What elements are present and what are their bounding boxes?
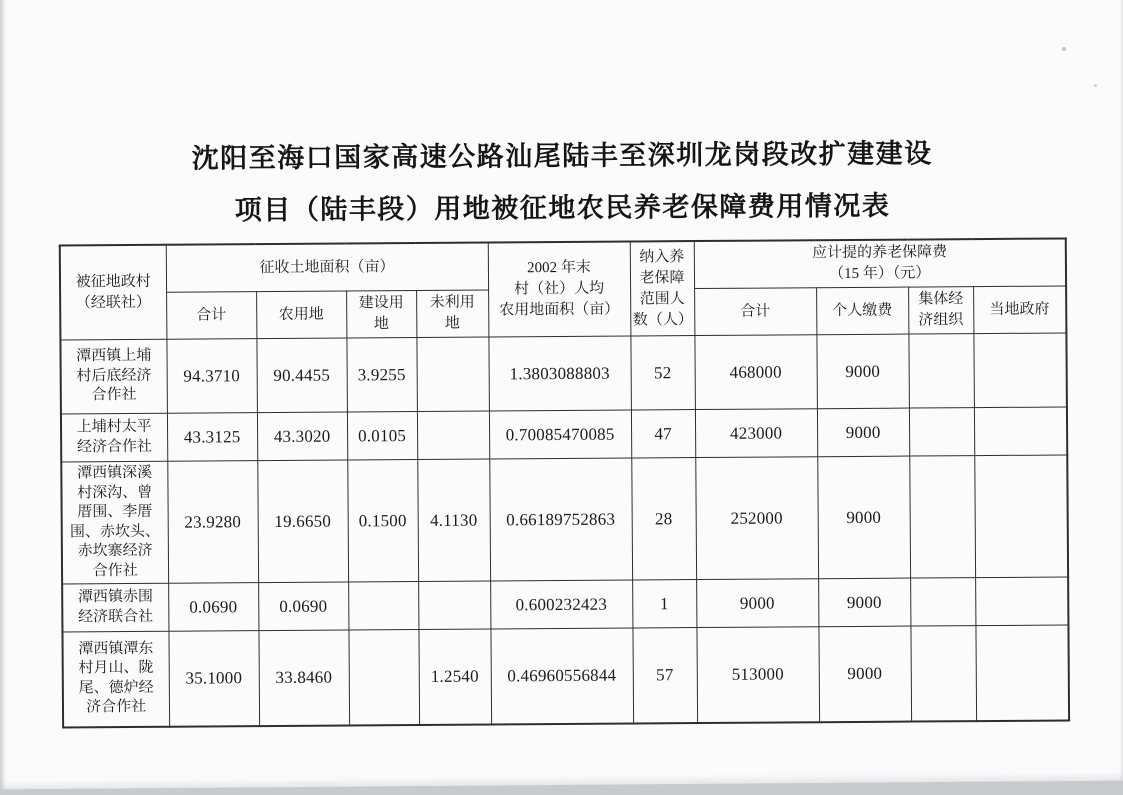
- cell-land-construction: 3.9255: [346, 338, 417, 412]
- cell-pension-count: 52: [630, 336, 695, 410]
- cell-village: 潭西镇深溪 村深沟、曾 厝围、李厝 围、赤坎头、 赤坎寨经济 合作社: [61, 461, 168, 584]
- cell-village: 上埔村太平 经济合作社: [61, 413, 167, 462]
- cell-fee-collective: [910, 626, 976, 721]
- cell-land-unused: [417, 411, 489, 460]
- cell-fee-collective: [910, 578, 975, 626]
- header-fee-total: 合计: [694, 288, 816, 336]
- header-fee-collective: 集体经 济组织: [908, 287, 973, 334]
- header-land-construction: 建设用 地: [346, 291, 416, 338]
- cell-land-total: 94.3710: [166, 339, 257, 414]
- table-row: [61, 455, 1068, 584]
- header-land-unused: 未利用 地: [416, 290, 488, 338]
- document-title: [58, 126, 1067, 237]
- table-row: [61, 407, 1067, 462]
- cell-per-capita: 0.66189752863: [489, 458, 632, 581]
- scan-edge-left: [0, 0, 6, 795]
- cell-village: 潭西镇潭东 村月山、陇 尾、德炉经 济合作社: [62, 631, 169, 727]
- cell-land-agricultural: 90.4455: [256, 338, 347, 413]
- cell-land-total: 43.3125: [167, 413, 257, 462]
- cell-fee-personal: 9000: [818, 626, 911, 722]
- header-per-capita-farmland: 2002 年末 村（社）人均 农用地面积（亩）: [488, 242, 631, 337]
- header-land-area-group: 征收土地面积（亩）: [166, 242, 488, 292]
- cell-land-total: 23.9280: [167, 461, 258, 584]
- cell-land-total: 0.0690: [168, 583, 258, 632]
- header-row-group: [60, 238, 1066, 293]
- cell-fee-government: [973, 333, 1067, 408]
- cell-village: 潭西镇上埔 村后底经济 合作社: [60, 339, 167, 414]
- cell-fee-collective: [909, 456, 975, 578]
- cell-fee-total: 252000: [695, 457, 818, 580]
- cell-land-unused: 1.2540: [418, 629, 491, 725]
- cell-fee-personal: 9000: [816, 334, 909, 409]
- table-row: [62, 577, 1068, 632]
- header-pension-count: 纳入养 老保障 范围人 数（人）: [630, 241, 695, 336]
- scan-speck: [1062, 47, 1066, 51]
- cell-land-total: 35.1000: [168, 631, 259, 727]
- cell-pension-count: 47: [631, 410, 695, 458]
- cell-per-capita: 1.3803088803: [488, 336, 631, 411]
- document-content: [57, 0, 1070, 728]
- header-land-total: 合计: [166, 292, 256, 340]
- cell-fee-total: 468000: [694, 335, 817, 410]
- header-land-agricultural: 农用地: [256, 291, 346, 339]
- cell-land-construction: [348, 581, 418, 629]
- cell-land-agricultural: 33.8460: [258, 630, 349, 726]
- cell-land-agricultural: 19.6650: [257, 460, 348, 583]
- table-row: [60, 333, 1067, 414]
- cell-fee-government: [974, 407, 1067, 456]
- cell-land-construction: 0.1500: [347, 459, 418, 581]
- cell-fee-government: [974, 455, 1068, 578]
- cell-per-capita: 0.600232423: [490, 580, 632, 629]
- scan-edge-bottom: [0, 781, 1123, 795]
- cell-fee-total: 513000: [696, 627, 819, 723]
- scan-speck: [1094, 84, 1097, 87]
- document-title-line1: 沈阳至海口国家高速公路汕尾陆丰至深圳龙岗段改扩建建设: [191, 138, 933, 174]
- cell-fee-personal: 9000: [818, 578, 910, 627]
- cell-land-unused: 4.1130: [417, 459, 490, 581]
- header-fee-government: 当地政府: [973, 286, 1066, 334]
- cell-fee-total: 423000: [695, 409, 817, 458]
- cell-land-construction: [348, 629, 419, 724]
- header-village: 被征地政村 （经联社）: [60, 245, 167, 340]
- cell-per-capita: 0.70085470085: [489, 410, 631, 459]
- table-row: [62, 625, 1069, 727]
- cell-land-unused: [418, 581, 490, 630]
- scan-edge-right: [1119, 0, 1123, 795]
- cell-fee-personal: 9000: [817, 456, 910, 579]
- cell-fee-collective: [908, 334, 974, 408]
- cell-pension-count: 57: [632, 628, 697, 723]
- header-fee-personal: 个人缴费: [816, 287, 908, 335]
- cell-land-unused: [416, 337, 489, 412]
- cell-fee-total: 9000: [696, 579, 818, 628]
- cell-land-agricultural: 0.0690: [258, 582, 348, 631]
- pension-fee-table: [59, 237, 1070, 728]
- cell-fee-personal: 9000: [817, 408, 909, 457]
- cell-fee-collective: [909, 408, 974, 456]
- cell-pension-count: 1: [632, 580, 696, 628]
- cell-village: 潭西镇赤围 经济联合社: [62, 583, 168, 632]
- cell-pension-count: 28: [631, 458, 696, 580]
- cell-land-construction: 0.0105: [347, 411, 417, 459]
- cell-fee-government: [975, 625, 1069, 721]
- cell-land-agricultural: 43.3020: [257, 412, 347, 461]
- document-title-line2: 项目（陆丰段）用地被征地农民养老保障费用情况表: [234, 190, 891, 226]
- cell-fee-government: [975, 577, 1068, 626]
- cell-per-capita: 0.46960556844: [490, 628, 633, 724]
- header-pension-fee-group: 应计提的养老保障费 （15 年）（元）: [694, 238, 1066, 288]
